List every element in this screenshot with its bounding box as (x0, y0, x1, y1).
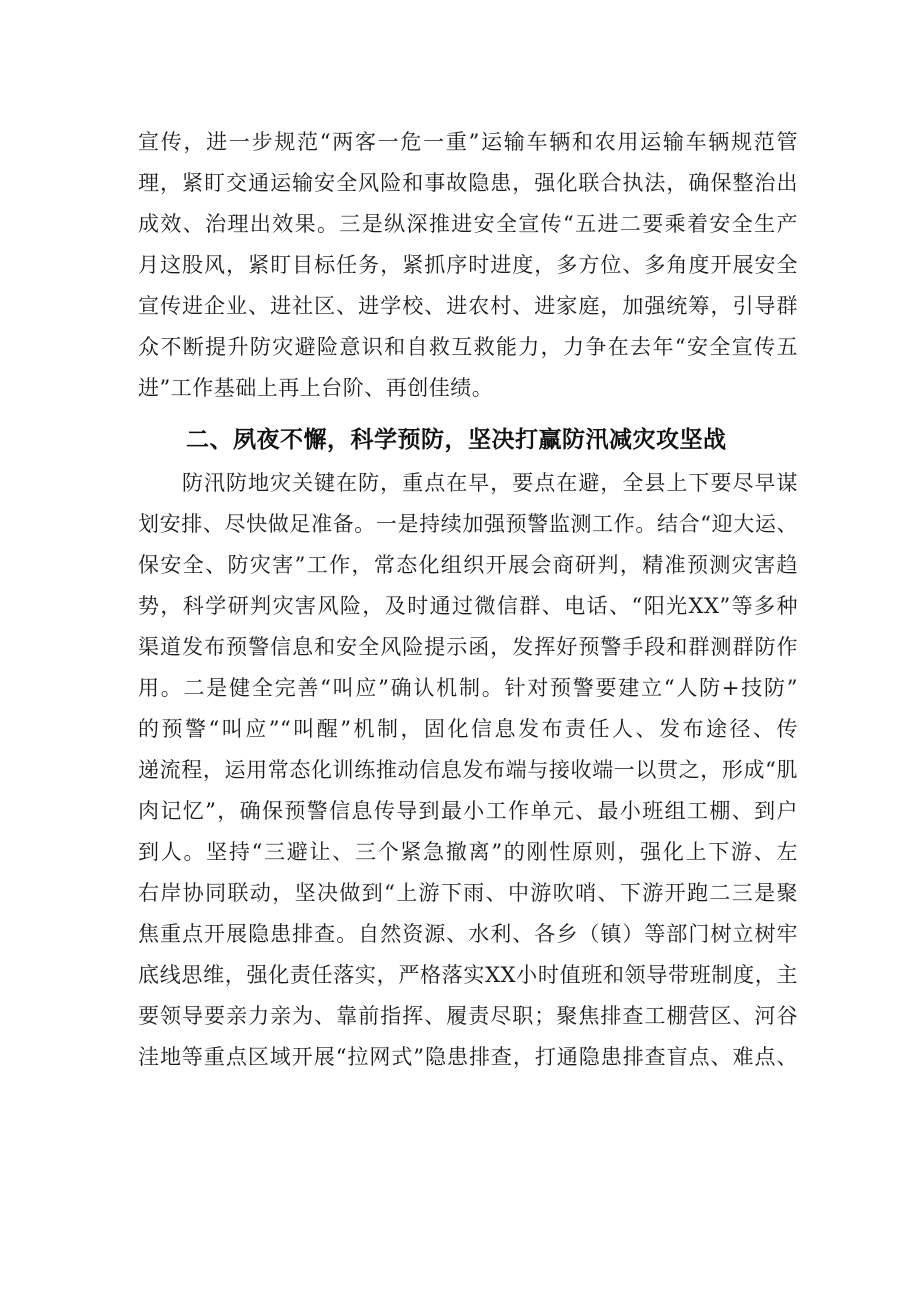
paragraph-line: 右岸协同联动，坚决做到“上游下雨、中游吹哨、下游开跑二三是聚 (138, 881, 798, 905)
paragraph-line: 成效、治理出效果。三是纵深推进安全宣传“五进二要乘着安全生产 (138, 212, 798, 236)
section-heading: 二、夙夜不懈，科学预防，坚决打赢防汛减灾攻坚战 (186, 427, 727, 453)
paragraph-line: 月这股风，紧盯目标任务，紧抓序时进度，多方位、多角度开展安全 (138, 253, 798, 277)
paragraph-line: 划安排、尽快做足准备。一是持续加强预警监测工作。结合“迎大运、 (138, 512, 798, 536)
paragraph-line: 保安全、防灾害”工作，常态化组织开展会商研判，精准预测灾害趋 (138, 553, 798, 577)
paragraph-line: 进”工作基础上再上台阶、再创佳绩。 (138, 376, 494, 400)
paragraph-line: 防汛防地灾关键在防，重点在早，要点在避，全县上下要尽早谋 (182, 471, 798, 495)
paragraph-line: 到人。坚持“三避让、三个紧急撤离”的刚性原则，强化上下游、左 (138, 840, 798, 864)
paragraph-line: 肉记忆”，确保预警信息传导到最小工作单元、最小班组工棚、到户 (138, 799, 798, 823)
paragraph-line: 递流程，运用常态化训练推动信息发布端与接收端一以贯之，形成“肌 (138, 758, 798, 782)
paragraph-line: 宣传，进一步规范“两客一危一重”运输车辆和农用运输车辆规范管 (138, 130, 798, 154)
paragraph-line: 势，科学研判灾害风险，及时通过微信群、电话、“阳光XX”等多种 (138, 594, 798, 618)
paragraph-line: 理，紧盯交通运输安全风险和事故隐患，强化联合执法，确保整治出 (138, 171, 798, 195)
paragraph-line: 众不断提升防灾避险意识和自救互救能力，力争在去年“安全宣传五 (138, 335, 798, 359)
paragraph-line: 焦重点开展隐患排查。自然资源、水利、各乡（镇）等部门树立树牢 (138, 922, 798, 946)
paragraph-line: 的预警“叫应”“叫醒”机制，固化信息发布责任人、发布途径、传 (138, 717, 798, 741)
paragraph-line: 要领导要亲力亲为、靠前指挥、履责尽职；聚焦排查工棚营区、河谷 (138, 1004, 798, 1028)
paragraph-line: 渠道发布预警信息和安全风险提示函，发挥好预警手段和群测群防作 (138, 635, 798, 659)
paragraph-line: 宣传进企业、进社区、进学校、进农村、进家庭，加强统筹，引导群 (138, 294, 798, 318)
paragraph-line: 用。二是健全完善“叫应”确认机制。针对预警要建立“人防+技防” (138, 676, 798, 700)
paragraph-line: 底线思维，强化责任落实，严格落实XX小时值班和领导带班制度，主 (138, 963, 798, 987)
paragraph-line: 洼地等重点区域开展“拉网式”隐患排查，打通隐患排查盲点、难点、 (138, 1045, 798, 1069)
